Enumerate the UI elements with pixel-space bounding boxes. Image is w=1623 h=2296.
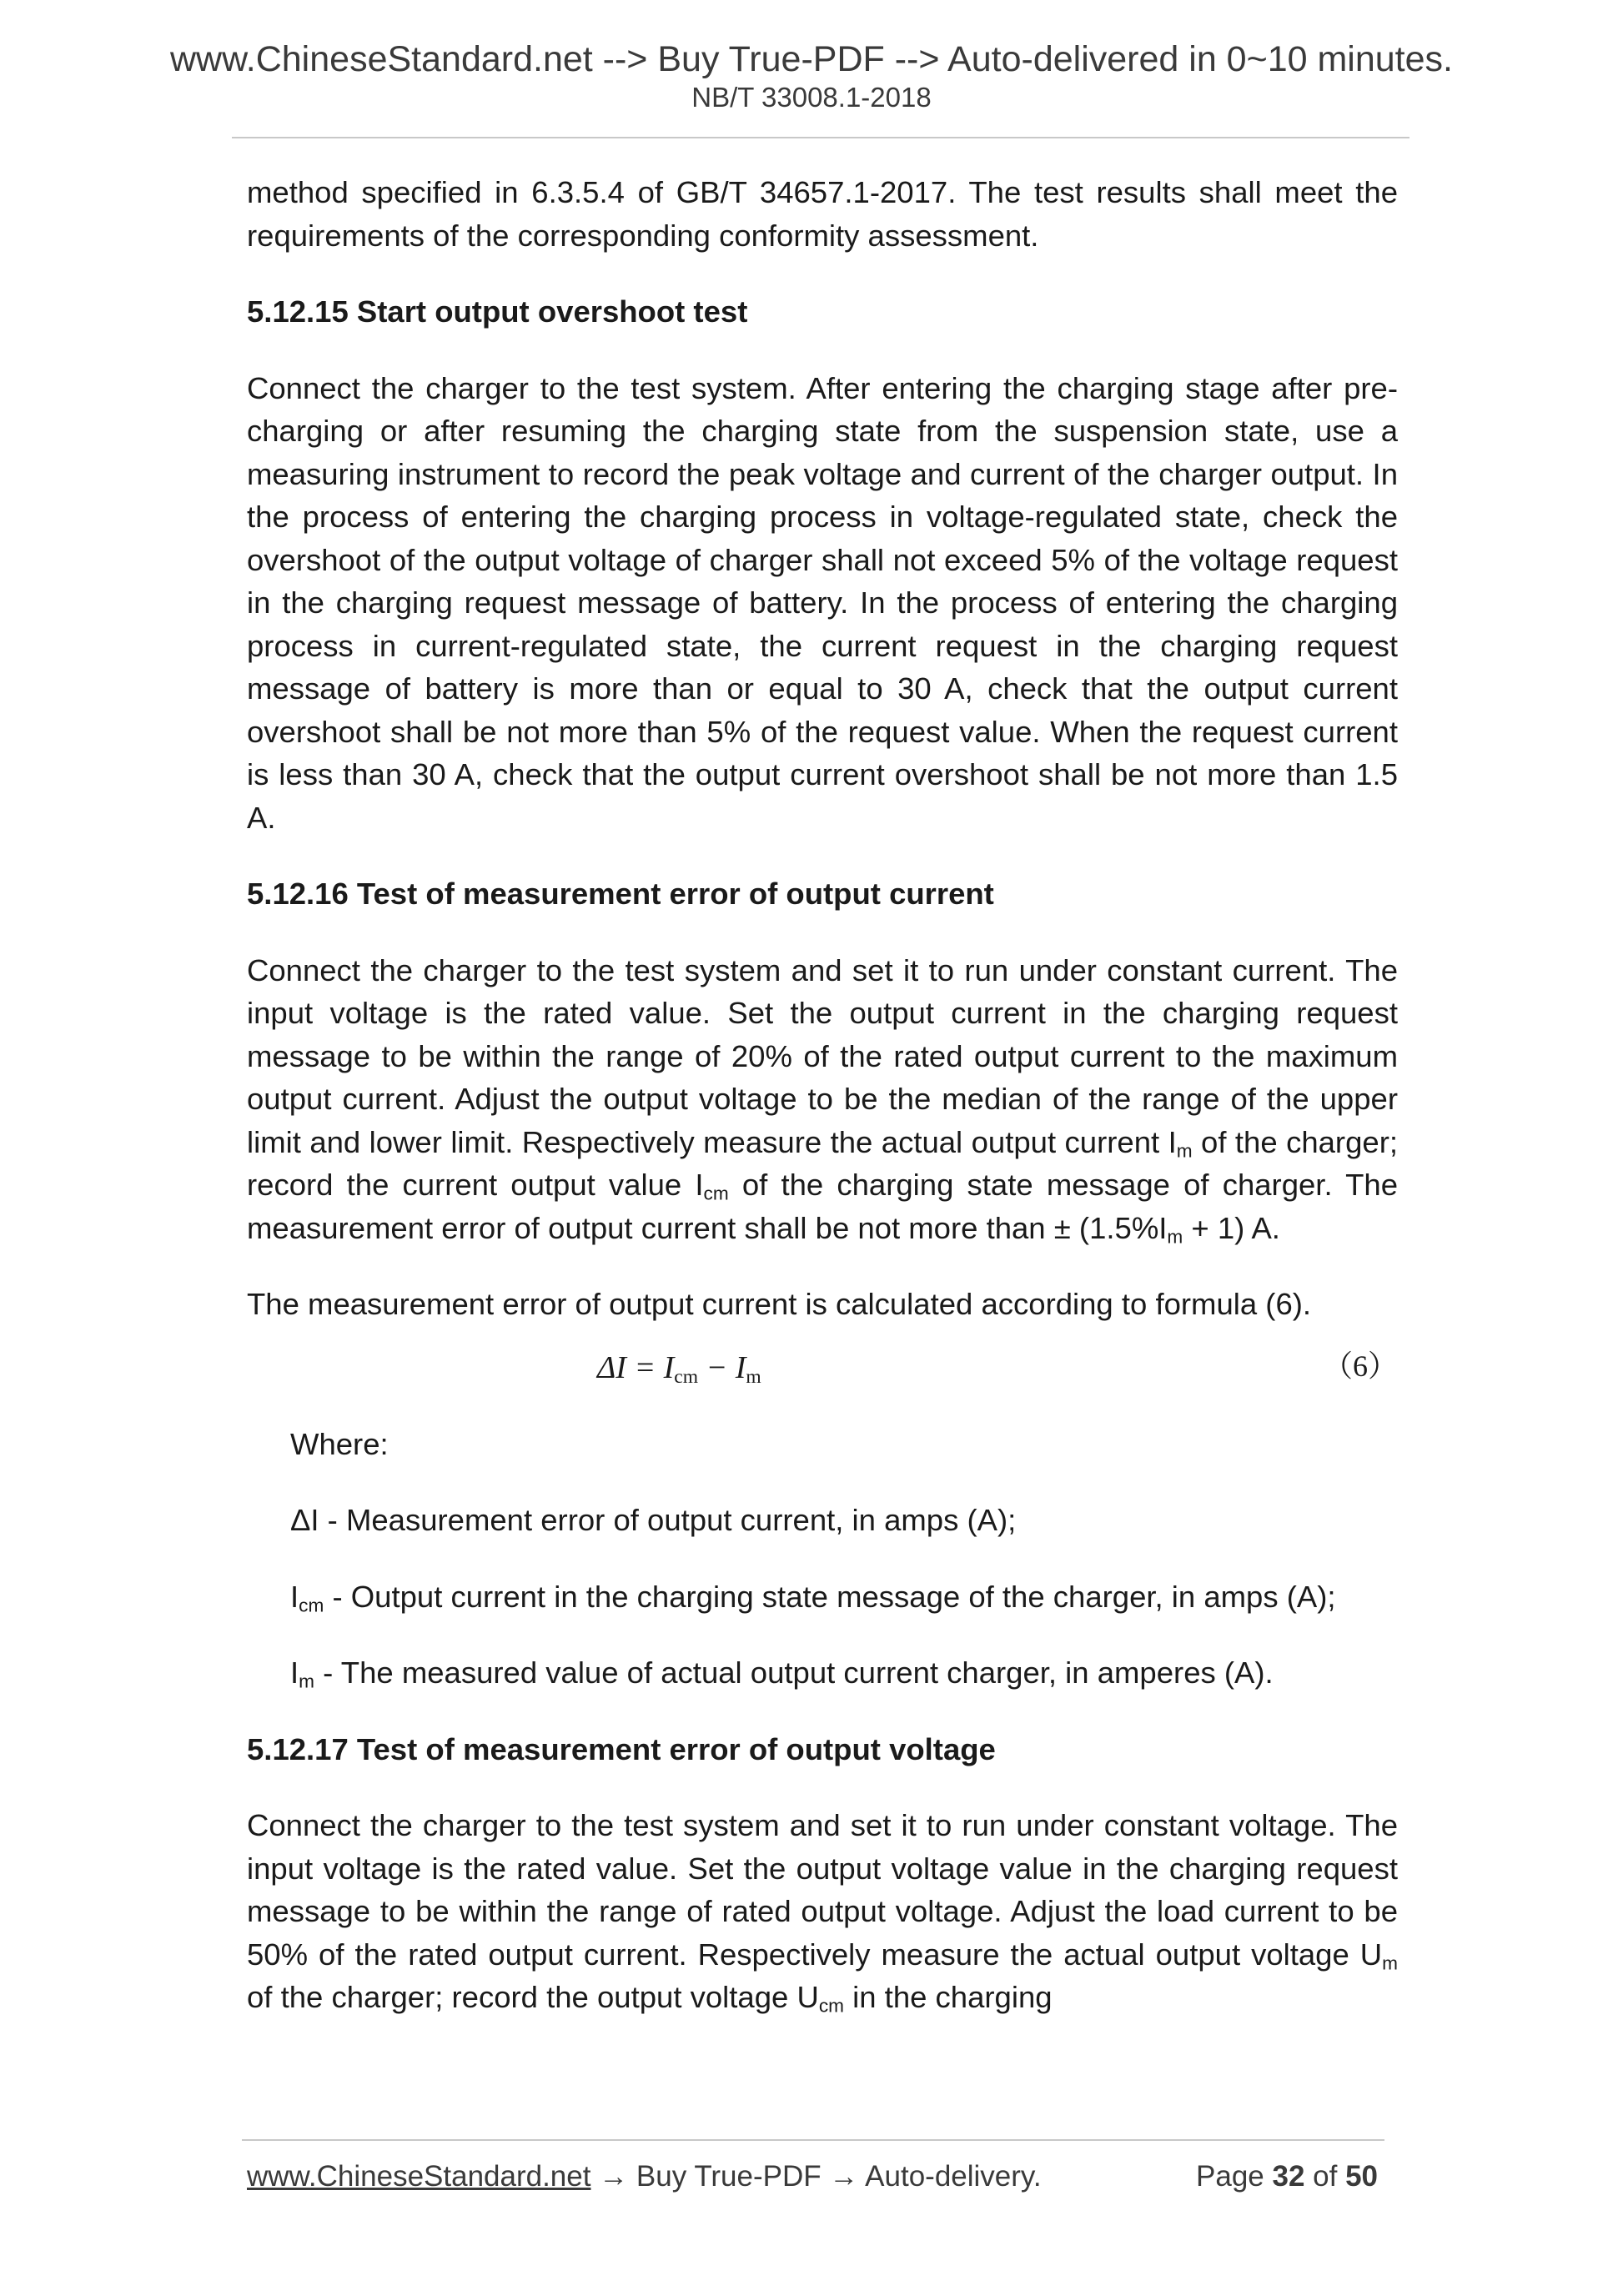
paragraph-continued: method specified in 6.3.5.4 of GB/T 34657.1-2017. The test results shall meet the requirements of the corresponding conformity assessment. (247, 175, 1398, 253)
definition-im: $I_m$ - The measured value of actual output current charger, in amperes (A). (290, 1655, 1274, 1692)
page-number: 32 (1272, 2160, 1305, 2193)
where-label: Where: (290, 1426, 389, 1461)
page-indicator: Page 32 of 50 (1196, 2160, 1378, 2193)
formula-6 (247, 1349, 1398, 1399)
footer-site-link[interactable]: www.ChineseStandard.net (247, 2160, 591, 2193)
page-total: 50 (1345, 2160, 1378, 2193)
standard-number: NB/T 33008.1-2018 (691, 82, 932, 113)
page-footer (247, 2162, 1378, 2191)
paragraph-current-error: Connect the charger to the test system and set it to run under constant current. The input voltage is the rated value. Set the output current in the charging request message to be within the range of 20% of the rated output current to the maximum output current. Adjust the output voltage to be the median of the range of the upper limit and lower limit. Respectively measure the actual output current $I_m$ of the charger; record the current output value $I_{cm}$ of the charging state message of charger. The measurement error of output current shall be not more than ± $(1.5\%I_m + 1)$ A. (247, 952, 1398, 1248)
paragraph-overshoot-test: Connect the charger to the test system. After entering the charging stage after pre-charging or after resuming the charging state from the suspension state, use a measuring instrument to record the peak voltage and current of the charger output. In the process of entering the charging process in voltage-regulated state, check the overshoot of the output voltage of charger shall not exceed 5% of the voltage request in the charging request message of battery. In the process of entering the charging process in current-regulated state, the current request in the charging request message of battery is more than or equal to 30 A, check that the output current overshoot shall be not more than 5% of the request value. When the request current is less than 30 A, check that the output current overshoot shall be not more than 1.5 A. (247, 370, 1398, 835)
page-content (247, 171, 1398, 2019)
definition-delta-i: ΔI - Measurement error of output current, in amps (A); (290, 1503, 1017, 1537)
formula-expression: $\Delta I = I_{cm} - I_m$ (597, 1349, 761, 1388)
section-heading-5-12-15: 5.12.15 Start output overshoot test (247, 294, 748, 329)
footer-tagline: → Buy True-PDF → Auto-delivery. (590, 2160, 1042, 2193)
section-heading-5-12-17: 5.12.17 Test of measurement error of output voltage (247, 1731, 996, 1766)
header-banner: www.ChineseStandard.net --> Buy True-PDF --> Auto-delivered in 0~10 minutes. (169, 39, 1453, 79)
footer-divider (242, 2139, 1384, 2141)
definition-icm: $I_{cm}$ - Output current in the charging state message of the charger, in amps (A); (290, 1579, 1336, 1616)
header-divider (232, 137, 1409, 138)
formula-number: （6） (1322, 1349, 1398, 1383)
paragraph-formula-intro: The measurement error of output current is calculated according to formula (6). (247, 1287, 1312, 1321)
paragraph-voltage-error: Connect the charger to the test system and set it to run under constant voltage. The input voltage is the rated value. Set the output voltage value in the charging request message to be within the range of rated output voltage. Adjust the load current to be 50% of the rated output current. Respectively measure the actual output voltage $U_m$ of the charger; record the output voltage $U_{cm}$ in the charging (247, 1808, 1398, 2017)
section-heading-5-12-16: 5.12.16 Test of measurement error of output current (247, 877, 994, 911)
